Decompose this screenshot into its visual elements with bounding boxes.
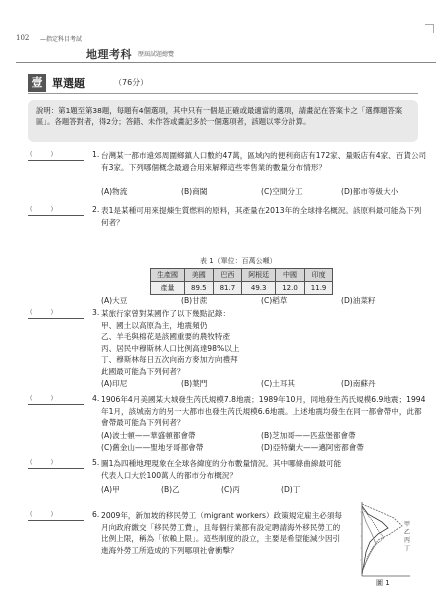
question-text: 1906年4月美國某大城發生芮氏規模7.8地震；1989年10月，同地發生芮氏規模6.9地震；1994年1月，該城南方的另一大都市也發生芮氏規模6.6地震。上述地震均發生在同一都會帶中，此都會帶最可能為下列何者？ bbox=[101, 395, 426, 427]
table-cell: 巴西 bbox=[213, 269, 242, 282]
option-a: (A)甲 bbox=[101, 485, 120, 494]
question-text: 表1是某種可用來提煉生質燃料的原料，其產量在2013年的全球排名概況。該原料最可能為下列何者？ bbox=[101, 206, 422, 227]
question-options bbox=[101, 295, 427, 306]
question-text: 2009年，新加坡的移民勞工（migrant workers）政策規定雇主必須每月向政府繳交「移民勞工費」，且每個行業都有設定聘請海外移民勞工的比例上限，稱為「依賴上限」。這些制度的設立，主要是希望能減少因引進海外勞工所造成的下列哪項社會衝擊？ bbox=[101, 511, 342, 555]
option-c: (C)空間分工 bbox=[261, 187, 303, 196]
figure-1-caption: 圖 1 bbox=[376, 579, 390, 587]
section-badge: 壹 bbox=[28, 74, 46, 92]
curve-label: 丙 bbox=[404, 537, 411, 544]
answer-line bbox=[28, 318, 84, 319]
question-number: 2. bbox=[92, 205, 100, 214]
option-a: (A)大豆 bbox=[101, 296, 128, 305]
option-c: (C)舊金山——聖地牙哥都會帶 bbox=[101, 443, 204, 452]
option-b: (B)乙 bbox=[161, 485, 180, 494]
option-a: (A)波士頓——華盛頓都會帶 bbox=[101, 431, 196, 440]
record-line: 甲、國土以高原為主，地震頻仍 bbox=[101, 320, 208, 330]
curve-label: 乙 bbox=[404, 529, 411, 536]
option-c: (C)丙 bbox=[221, 485, 240, 494]
option-a: (A)物流 bbox=[101, 187, 128, 196]
page: 102 —指定科目考試 地理考科 歷屆試題總覽 壹 單選題 （76分） 說明：第1題至第38題，每題有4個選項，其中只有一個是正確或最適當的選項，請畫記在答案卡之「選擇題答案區」。各題答對者，得2分；答錯、未作答或畫記多於一個選項者，該題以零分計算。 ( ) 1. 台灣某一都市遠郊周圍鄉鎮人口數約47萬，區域內的便利商店有172家、量販店有4家、百貨公司有3家。下列哪個概念最適合用來解釋這些零售業的數量分布情形？ (A)物流 (B)商閾 (C)空間分工 (D)都市等級大小 ( ) 2. 表1是某種可用來提煉生質燃料的原料，其產量在2013年的全球排名概況。該原料最可能為下列何者？ (A)大豆 (B)甘蔗 (C)稻草 (D)油菜籽 表 1（單位：百萬公噸） 生產國 美國 巴西 阿根廷 中國 印度 產量 89.5 81.7 49.3 12.0 11.9 ( ) 3. 某旅行家曾對某國作了以下幾點記錄： 甲、國土以高原為主，地震頻仍 乙、羊毛與棉花是該國重要的農牧特產 丙、居民中穆斯林人口比例高達98%以上 丁、穆斯林每日五次向南方麥加方向禮拜 此國最可能為下列何者？ (A)印尼 (B)葉門 (C)土耳其 (D)南蘇丹 ( ) 4. 1906年4月美國某大城發生芮氏規模7.8地震；1989年10月，同地發生芮氏規模6.9地震；1994年1月，該城南方的另一大都市也發生芮氏規模6.6地震。上述地震均發生在同一都會帶中，此都會帶最可能為下列何者？ (A)波士頓——華盛頓都會帶 (B)芝加哥——匹茲堡都會帶 (C)舊金山——聖地牙哥都會帶 (D)亞特蘭大——邁阿密都會帶 ( ) 5. 圖1為四種地理現象在全球各緯度的分布數量情況。其中哪條曲線最可能代表人口大於100萬人的都市分布概況？ (A)甲 (B)乙 (C)丙 (D)丁 ( ) 6. 2009年，新加坡的移民勞工（migrant workers）政策規定雇主必須每月向政府繳交「移民勞工費」，且每個行業都有設定聘請海外移民勞工的比例上限，稱為「依賴上限」。這些制度的設立，主要是希望能減少因引進海外勞工所造成的下列哪項社會衝擊？ 甲 乙 丙 丁 圖 1 bbox=[0, 0, 444, 600]
table-cell: 11.9 bbox=[304, 282, 333, 295]
record-line: 丙、居民中穆斯林人口比例高達98%以上 bbox=[101, 343, 240, 353]
record-line: 此國最可能為下列何者？ bbox=[101, 366, 185, 376]
question-options-row2 bbox=[101, 442, 427, 453]
option-b: (B)商閾 bbox=[181, 187, 208, 196]
option-d: (D)南蘇丹 bbox=[341, 379, 376, 388]
answer-line bbox=[28, 215, 84, 216]
header-subtitle: —指定科目考試 bbox=[40, 36, 83, 43]
answer-line bbox=[28, 520, 84, 521]
section-label: 單選題 bbox=[52, 77, 85, 90]
instructions-box bbox=[28, 100, 418, 142]
question-options bbox=[101, 186, 427, 197]
option-c: (C)稻草 bbox=[261, 296, 288, 305]
section-rule bbox=[28, 93, 418, 94]
option-d: (D)亞特蘭大——邁阿密都會帶 bbox=[261, 443, 364, 452]
table-row-label: 生產國 bbox=[151, 269, 185, 282]
curve-label: 丁 bbox=[404, 545, 411, 552]
header-rule bbox=[16, 62, 436, 63]
question-number: 3. bbox=[92, 308, 100, 317]
question-text bbox=[101, 308, 427, 377]
option-d: (D)丁 bbox=[281, 485, 301, 494]
record-line: 乙、羊毛與棉花是該國重要的農牧特產 bbox=[101, 332, 231, 341]
curve-label: 甲 bbox=[404, 521, 411, 528]
question-options bbox=[101, 378, 427, 389]
header-title-sub: 歷屆試題總覽 bbox=[138, 51, 175, 58]
table-cell: 阿根廷 bbox=[242, 269, 276, 282]
table-cell: 美國 bbox=[185, 269, 214, 282]
question-number: 6. bbox=[92, 510, 100, 519]
question-number: 1. bbox=[92, 150, 100, 159]
page-number: 102 bbox=[16, 34, 30, 42]
question-text: 台灣某一都市遠郊周圍鄉鎮人口數約47萬，區域內的便利商店有172家、量販店有4家、百貨公司有3家。下列哪個概念最適合用來解釋這些零售業的數量分布情形？ bbox=[101, 151, 427, 172]
table-row-label: 產量 bbox=[151, 282, 185, 295]
section-heading bbox=[28, 74, 418, 92]
figure-1 bbox=[348, 500, 422, 588]
table-1 bbox=[150, 268, 333, 295]
question-options bbox=[101, 430, 427, 441]
option-b: (B)葉門 bbox=[181, 379, 208, 388]
instructions-text: 說明：第1題至第38題，每題有4個選項，其中只有一個是正確或最適當的選項，請畫記在答案卡之「選擇題答案區」。各題答對者，得2分；答錯、未作答或畫記多於一個選項者，該題以零分計算。 bbox=[36, 106, 403, 126]
option-d: (D)油菜籽 bbox=[341, 296, 376, 305]
option-d: (D)都市等級大小 bbox=[341, 187, 399, 196]
record-line: 丁、穆斯林每日五次向南方麥加方向禮拜 bbox=[101, 355, 238, 364]
option-b: (B)甘蔗 bbox=[181, 296, 208, 305]
question-stem: 某旅行家曾對某國作了以下幾點記錄： bbox=[101, 309, 231, 318]
table-cell: 中國 bbox=[276, 269, 305, 282]
answer-line bbox=[28, 160, 84, 161]
question-text: 圖1為四種地理現象在全球各緯度的分布數量情況。其中哪條曲線最可能代表人口大於100萬人的都市分布概況？ bbox=[101, 459, 342, 480]
table-cell: 89.5 bbox=[185, 282, 214, 295]
question-options bbox=[101, 484, 351, 495]
header-title: 地理考科 bbox=[86, 48, 132, 61]
figure-1-graphic bbox=[348, 500, 422, 578]
table-cell: 印度 bbox=[304, 269, 333, 282]
answer-line bbox=[28, 404, 84, 405]
table-cell: 81.7 bbox=[213, 282, 242, 295]
table-cell: 49.3 bbox=[242, 282, 276, 295]
section-score: （76分） bbox=[114, 78, 149, 87]
table-cell: 12.0 bbox=[276, 282, 305, 295]
question-number: 5. bbox=[92, 458, 100, 467]
option-c: (C)土耳其 bbox=[261, 379, 296, 388]
page-header bbox=[16, 34, 436, 66]
answer-line bbox=[28, 468, 84, 469]
option-b: (B)芝加哥——匹茲堡都會帶 bbox=[261, 431, 356, 440]
table-1-caption: 表 1（單位：百萬公噸） bbox=[200, 257, 277, 265]
page-corner-mark bbox=[425, 24, 434, 33]
option-a: (A)印尼 bbox=[101, 379, 128, 388]
question-number: 4. bbox=[92, 394, 100, 403]
